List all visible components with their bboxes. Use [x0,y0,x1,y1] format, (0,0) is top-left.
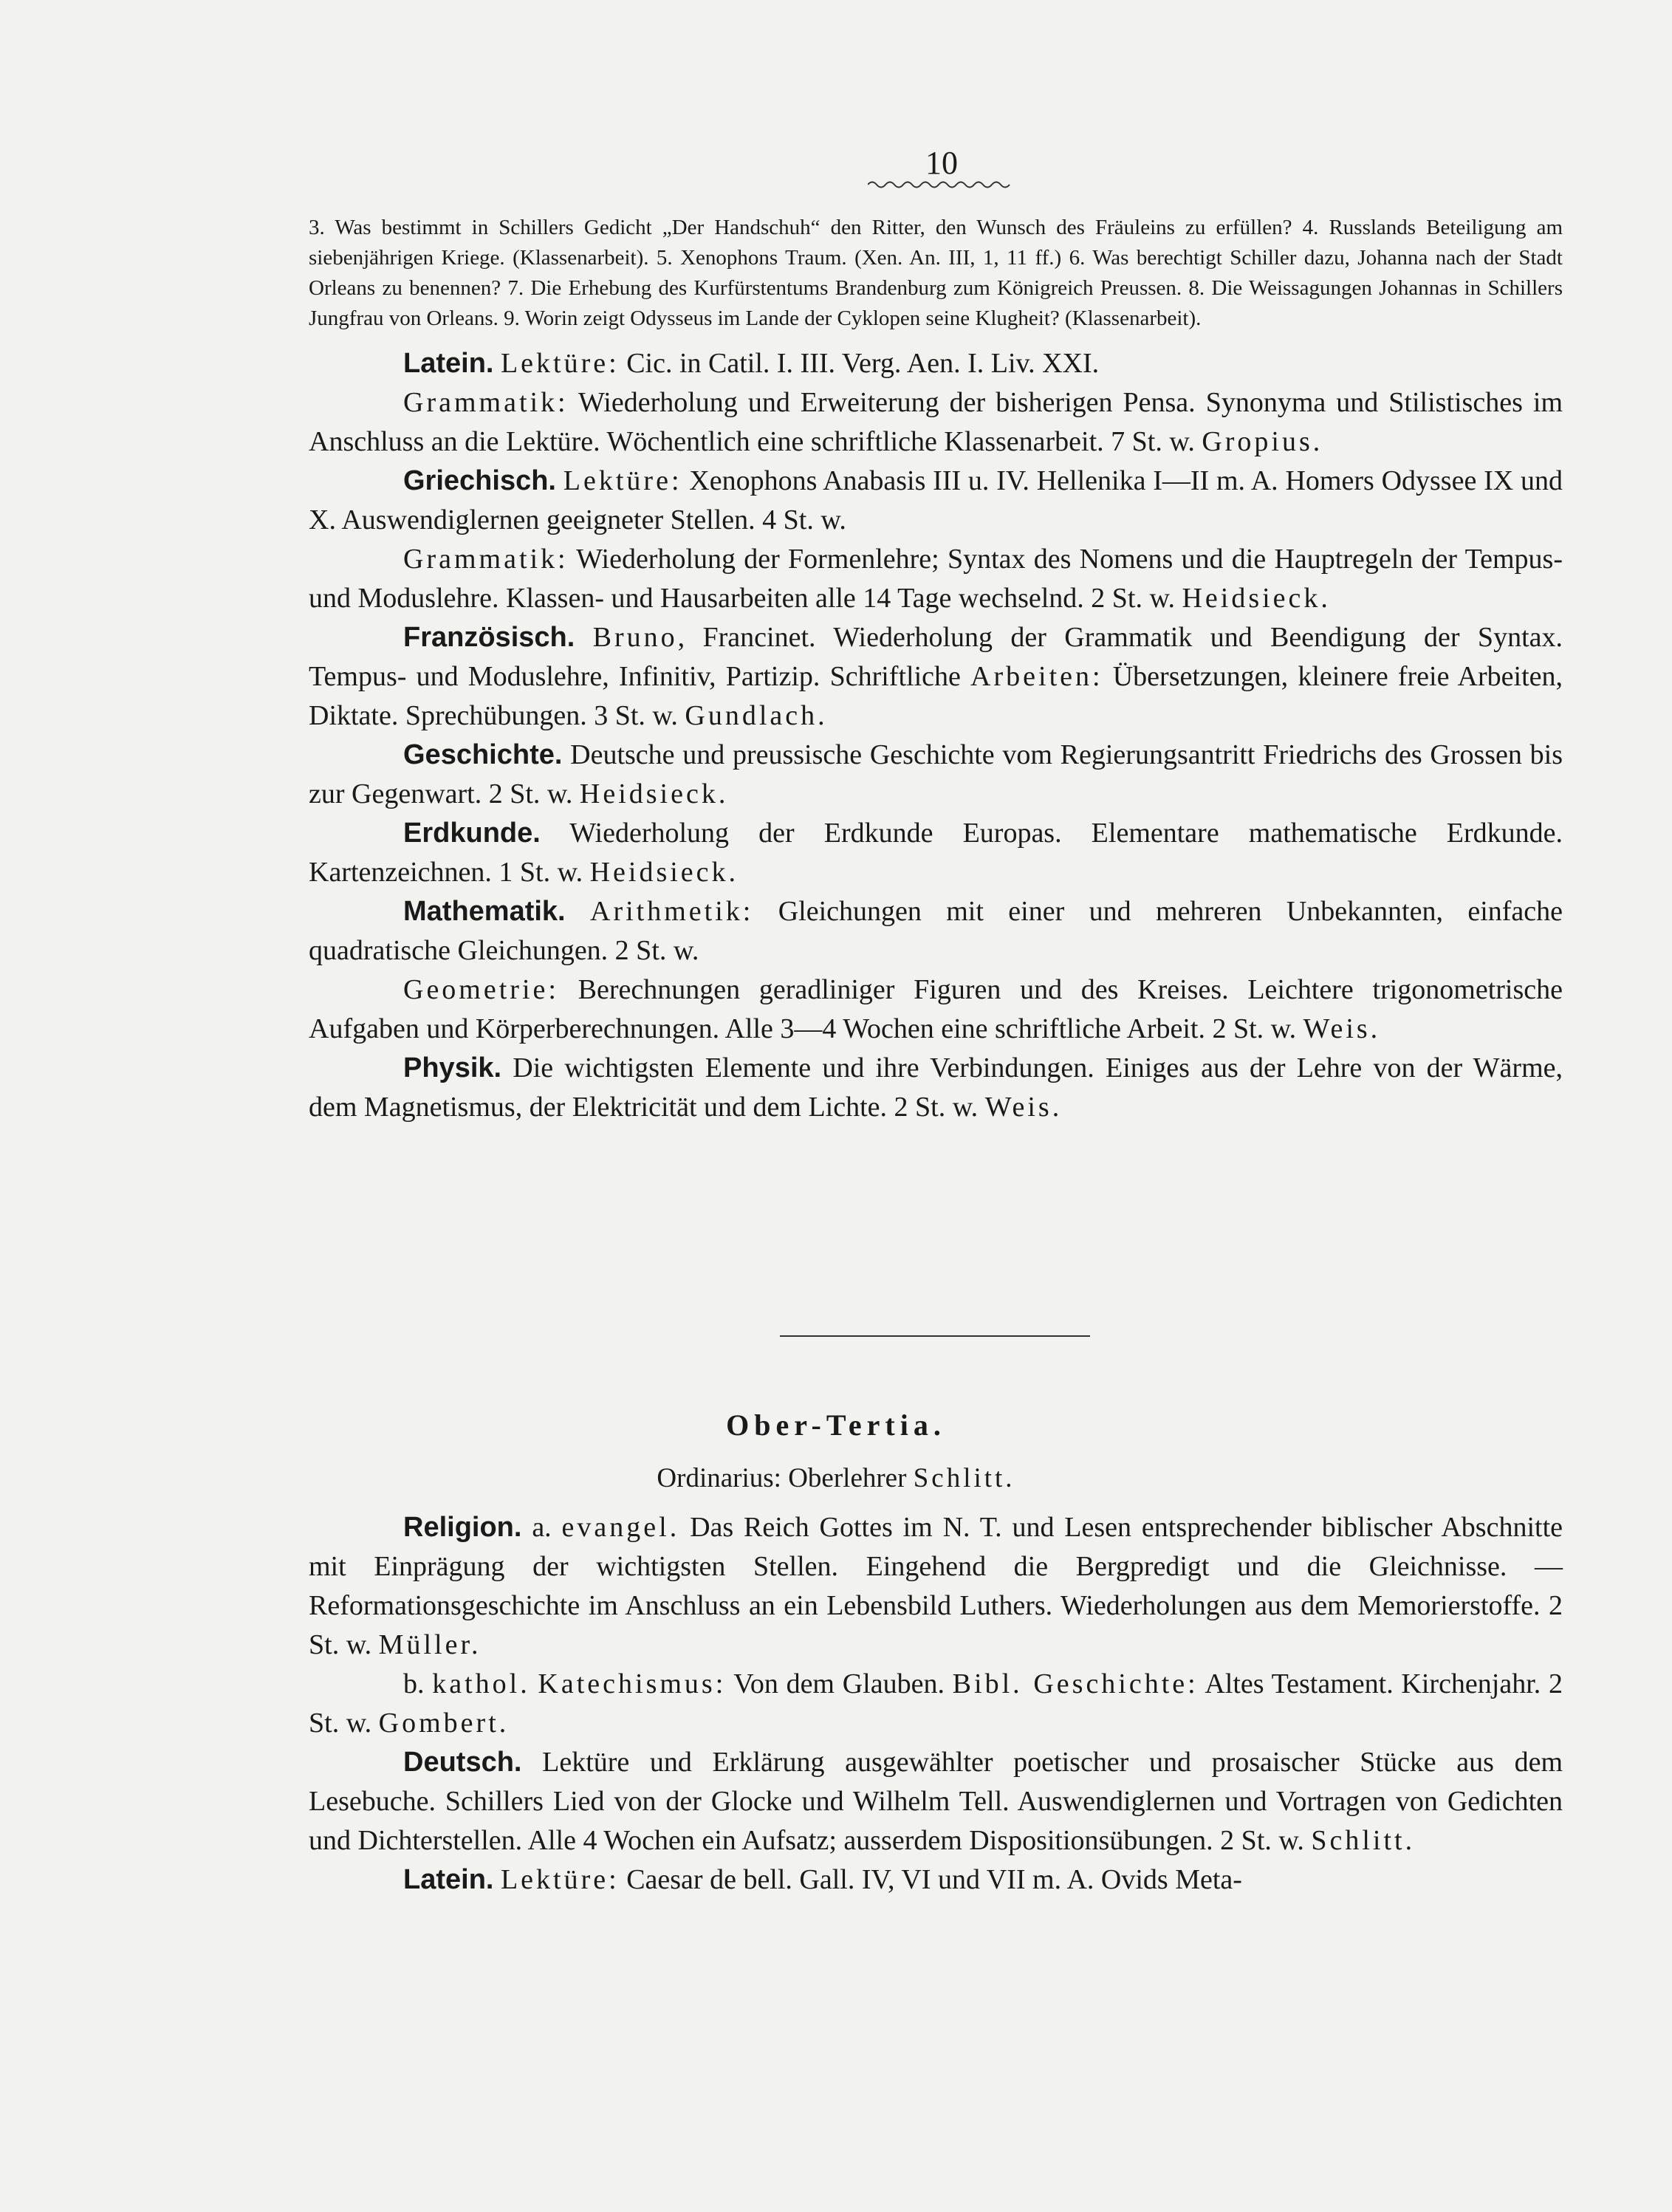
page-number: 10 [925,145,958,181]
teacher-name: Müller. [378,1629,482,1660]
subject-heading: Mathematik. [403,896,566,927]
subject-heading: Deutsch. [403,1747,522,1778]
subject-heading: Latein. [403,1864,494,1895]
ordinarius-name: Schlitt. [913,1463,1015,1493]
teacher-name: Heidsieck. [1182,583,1331,614]
mathematik-geometrie: Geometrie: Berechnungen geradliniger Figuren und des Kreises. Leichtere trigonometrische Aufgaben und Körperberechnungen. Alle 3—4 Wochen eine schriftliche Arbeit. 2 St. w. Weis. [309,974,1563,1044]
subject-heading: Physik. [403,1052,502,1083]
mathematik-arithmetik: Mathematik. Arithmetik: Gleichungen mit einer und mehreren Unbekannten, einfache quadratische Gleichungen. 2 St. w. [309,896,1563,966]
griechisch-lektuere: Griechisch. Lektüre: Xenophons Anabasis III u. IV. Hellenika I—II m. A. Homers Odyssee IX und X. Auswendiglernen geeigneter Stellen. 4 St. w. [309,465,1563,535]
latein-tertia-paragraph: Latein. Lektüre: Caesar de bell. Gall. IV, VI und VII m. A. Ovids Meta- [403,1864,1242,1895]
subject-heading: Religion. [403,1512,522,1543]
section-heading: Ober-Tertia. [726,1408,946,1442]
subject-heading: Geschichte. [403,739,563,770]
erdkunde-paragraph: Erdkunde. Wiederholung der Erdkunde Europas. Elementare mathematische Erdkunde. Kartenzeichnen. 1 St. w. Heidsieck. [309,818,1563,888]
teacher-name: Weis. [984,1092,1063,1123]
ordinarius-line: Ordinarius: Oberlehrer Schlitt. [657,1463,1015,1493]
lower-section [309,1508,1563,1900]
franzoesisch-paragraph: Französisch. Bruno, Francinet. Wiederholung der Grammatik und Beendigung der Syntax. Tempus- und Moduslehre, Infinitiv, Partizip. Schriftliche Arbeiten: Übersetzungen, kleinere freie Arbeiten, Diktate. Sprechübungen. 3 St. w. Gundlach. [309,622,1563,731]
teacher-name: Gombert. [378,1708,510,1739]
latein-grammatik: Grammatik: Wiederholung und Erweiterung der bisherigen Pensa. Synonyma und Stilistisches im Anschluss an die Lektüre. Wöchentlich eine schriftliche Klassenarbeit. 7 St. w. Gropius. [309,387,1563,457]
page-number-ornament [868,179,1015,190]
section-divider [780,1335,1090,1337]
teacher-name: Heidsieck. [589,857,739,888]
religion-kathol: b. kathol. Katechismus: Von dem Glauben. Bibl. Geschichte: Altes Testament. Kirchenjahr. 2 St. w. Gombert. [309,1668,1563,1739]
deutsch-paragraph: Deutsch. Lektüre und Erklärung ausgewählter poetischer und prosaischer Stücke aus dem Lesebuche. Schillers Lied von der Glocke und Wilhelm Tell. Auswendiglernen und Vortragen von Gedichten und Dichterstellen. Alle 4 Wochen ein Aufsatz; ausserdem Dispositionsübungen. 2 St. w. Schlitt. [309,1747,1563,1856]
prev-section-tail: 3. Was bestimmt in Schillers Gedicht „Der Handschuh“ den Ritter, den Wunsch des Fräuleins zu erfüllen? 4. Russlands Beteiligung am siebenjährigen Kriege. (Klassenarbeit). 5. Xenophons Traum. (Xen. An. III, 1, 11 ff.) 6. Was berechtigt Schiller dazu, Johanna nach der Stadt Orleans zu benennen? 7. Die Erhebung des Kurfürstentums Brandenburg zum Königreich Preussen. 8. Die Weissagungen Johannas in Schillers Jungfrau von Orleans. 9. Worin zeigt Odysseus im Lande der Cyklopen seine Klugheit? (Klassenarbeit). [309,216,1563,330]
subject-heading: Griechisch. [403,465,556,496]
teacher-name: Schlitt. [1311,1825,1416,1856]
griechisch-grammatik: Grammatik: Wiederholung der Formenlehre; Syntax des Nomens und die Hauptregeln der Tempus- und Moduslehre. Klassen- und Hausarbeiten alle 14 Tage wechselnd. 2 St. w. Heidsieck. [309,544,1563,614]
teacher-name: Heidsieck. [579,778,729,809]
geschichte-paragraph: Geschichte. Deutsche und preussische Geschichte vom Regierungsantritt Friedrichs des Grossen bis zur Gegenwart. 2 St. w. Heidsieck. [309,739,1563,809]
physik-paragraph: Physik. Die wichtigsten Elemente und ihre Verbindungen. Einiges aus der Lehre von der Wärme, dem Magnetismus, der Elektricität und dem Lichte. 2 St. w. Weis. [309,1052,1563,1123]
teacher-name: Weis. [1303,1013,1381,1044]
teacher-name: Gropius. [1202,426,1323,457]
upper-section [309,213,1563,1127]
teacher-name: Gundlach. [685,700,828,731]
subject-heading: Französisch. [403,622,575,653]
subject-heading: Erdkunde. [403,818,541,849]
subject-heading: Latein. [403,348,494,379]
latein-lektuere: Latein. Lektüre: Cic. in Catil. I. III. Verg. Aen. I. Liv. XXI. [403,348,1100,379]
religion-evangel: Religion. a. evangel. Das Reich Gottes im N. T. und Lesen entsprechender biblischer Abschnitte mit Einprägung der wichtigsten Stellen. Eingehend die Bergpredigt und die Gleichnisse. — Reformationsgeschichte im Anschluss an ein Lebensbild Luthers. Wiederholungen aus dem Memorierstoffe. 2 St. w. Müller. [309,1512,1563,1660]
